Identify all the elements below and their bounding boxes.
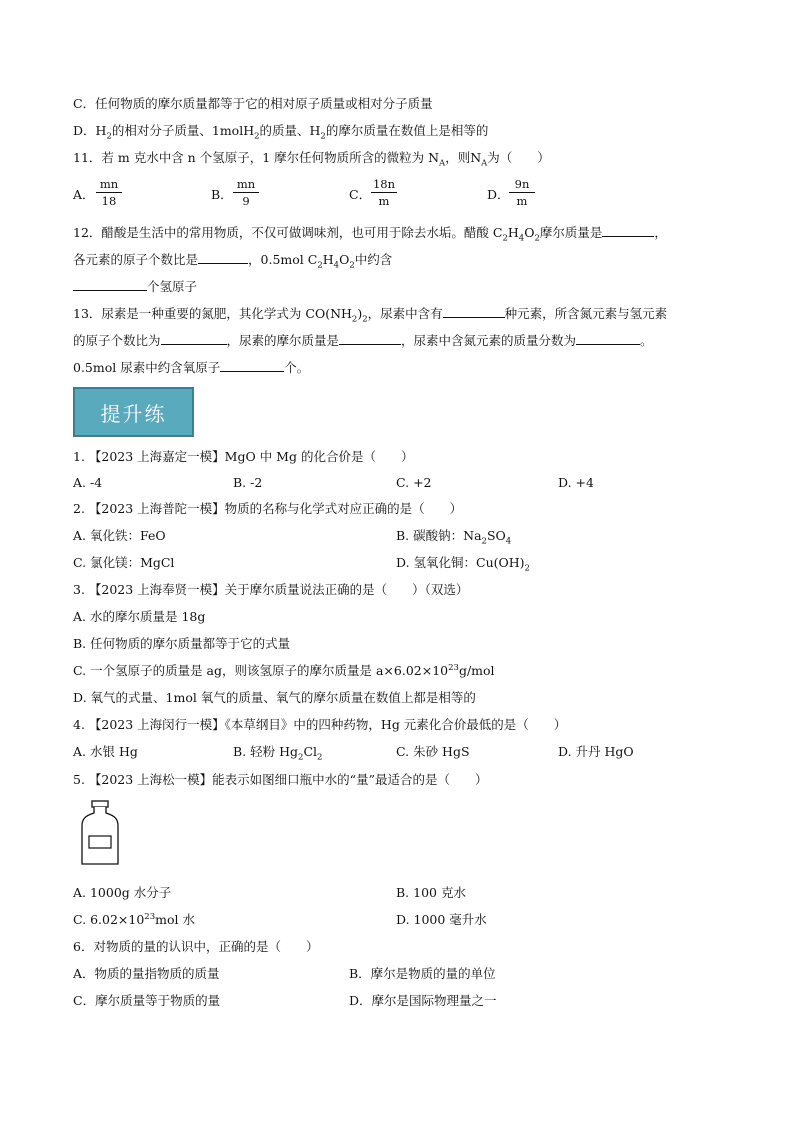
q13-blank-3[interactable] — [339, 332, 401, 345]
q11-option-a-label: A． — [73, 187, 95, 202]
q12-blank-1[interactable] — [602, 224, 654, 237]
q12-line-2: 各元素的原子个数比是 ，0.5mol $C_2H_4O_2$中约含 — [73, 252, 393, 271]
q13-blank-5[interactable] — [220, 359, 284, 372]
q6-option-d: D．摩尔是国际物理量之一 — [349, 993, 497, 1008]
p4-option-b: B. 轻粉 $Hg_2Cl_2$ — [233, 744, 323, 763]
p3-option-c: C. 一个氢原子的质量是 ag，则该氢原子的摩尔质量是 $a\times 6.02\times 10^{23}g$/mol — [73, 662, 495, 678]
section-header-box — [73, 387, 194, 437]
q13-blank-1[interactable] — [443, 305, 505, 318]
p5-option-b: B. 100 克水 — [396, 885, 466, 900]
q13-blank-2[interactable] — [161, 332, 227, 345]
p5-option-c: C. $6.02\times 10^{23}mol$ 水 — [73, 911, 195, 927]
p3-stem: 3. 【2023 上海奉贤一模】关于摩尔质量说法正确的是（ ）（双选） — [73, 582, 469, 597]
q13-line-3: 0.5mol 尿素中约含氧原子 个。 — [73, 360, 310, 375]
q6-option-a: A．物质的量指物质的质量 — [73, 966, 220, 981]
p2-stem: 2. 【2023 上海普陀一模】物质的名称与化学式对应正确的是（ ） — [73, 501, 463, 516]
p4-stem: 4. 【2023 上海闵行一模】《本草纲目》中的四种药物，Hg 元素化合价最低的是（ ） — [73, 717, 567, 732]
p4-option-c: C. 朱砂 HgS — [396, 744, 470, 759]
q12-blank-2[interactable] — [198, 251, 248, 264]
q13-blank-4[interactable] — [576, 332, 640, 345]
p2-option-d: D. 氢氧化铜：$Cu(OH)_2$ — [396, 555, 530, 574]
q11-option-a-fraction: $\frac{mn}{18}$ — [96, 177, 122, 208]
p1-stem: 1. 【2023 上海嘉定一模】MgO 中 Mg 的化合价是（ ） — [73, 449, 414, 464]
q11-option-d-fraction: $\frac{9n}{m}$ — [509, 177, 535, 208]
p5-option-d: D. 1000 毫升水 — [396, 912, 487, 927]
p1-option-a: A. -4 — [73, 475, 103, 490]
p1-option-d: D. +4 — [558, 475, 594, 490]
q13-line-2: 的原子个数比为 ，尿素的摩尔质量是 ，尿素中含氮元素的质量分数为 。 — [73, 333, 653, 348]
q6-option-b: B．摩尔是物质的量的单位 — [349, 966, 496, 981]
p2-option-b: B. 碳酸钠：$Na_2SO_4$ — [396, 528, 512, 547]
q11-option-b-fraction: $\frac{mn}{9}$ — [233, 177, 259, 208]
section-title: 提升练 — [100, 401, 167, 426]
q12-line-3: 个氢原子 — [73, 278, 197, 295]
q12-blank-3[interactable] — [73, 278, 147, 291]
q6-stem: 6．对物质的量的认识中，正确的是（ ） — [73, 939, 319, 954]
p3-option-b: B. 任何物质的摩尔质量都等于它的式量 — [73, 636, 291, 651]
q11-option-d-label: D． — [487, 187, 510, 202]
p4-option-a: A. 水银 Hg — [73, 744, 138, 759]
prev-option-d: D．$H_2$的相对分子质量、1molH$_2$的质量、$H_2$的摩尔质量在数值上是相等的 — [73, 123, 489, 142]
q12-line-1: 12．醋酸是生活中的常用物质，不仅可做调味剂，也可用于除去水垢。醋酸 $C_2H_4O_2$摩尔质量是 ， — [73, 225, 667, 244]
p2-option-a: A. 氧化铁：FeO — [73, 528, 166, 543]
p3-option-d: D. 氧气的式量、1mol 氧气的质量、氧气的摩尔质量在数值上都是相等的 — [73, 690, 476, 705]
q11-option-b-label: B． — [211, 187, 233, 202]
prev-option-c: C．任何物质的摩尔质量都等于它的相对原子质量或相对分子质量 — [73, 96, 433, 111]
q11-option-c-fraction: $\frac{18n}{m}$ — [372, 177, 396, 208]
p4-option-d: D. 升丹 HgO — [558, 744, 634, 759]
q6-option-c: C．摩尔质量等于物质的量 — [73, 993, 221, 1008]
q11-option-c-label: C． — [349, 187, 372, 202]
p1-option-b: B. -2 — [233, 475, 263, 490]
p1-option-c: C. +2 — [396, 475, 432, 490]
p5-stem: 5. 【2023 上海松一模】能表示如图细口瓶中水的“量”最适合的是（ ） — [73, 772, 488, 787]
p5-option-a: A. 1000g 水分子 — [73, 885, 172, 900]
narrow-neck-bottle-icon — [80, 800, 120, 868]
p3-option-a: A. 水的摩尔质量是 18g — [73, 609, 206, 624]
p2-option-c: C. 氯化镁：MgCl — [73, 555, 175, 570]
q13-line-1: 13．尿素是一种重要的氮肥，其化学式为 $CO(NH_2)_2$，尿素中含有 种元素，所含氮元素与氢元素 — [73, 306, 668, 325]
q11-stem: 11．若 m 克水中含 n 个氢原子，1 摩尔任何物质所含的微粒为 $N_A$，则$N_A$为（ ） — [73, 150, 550, 169]
